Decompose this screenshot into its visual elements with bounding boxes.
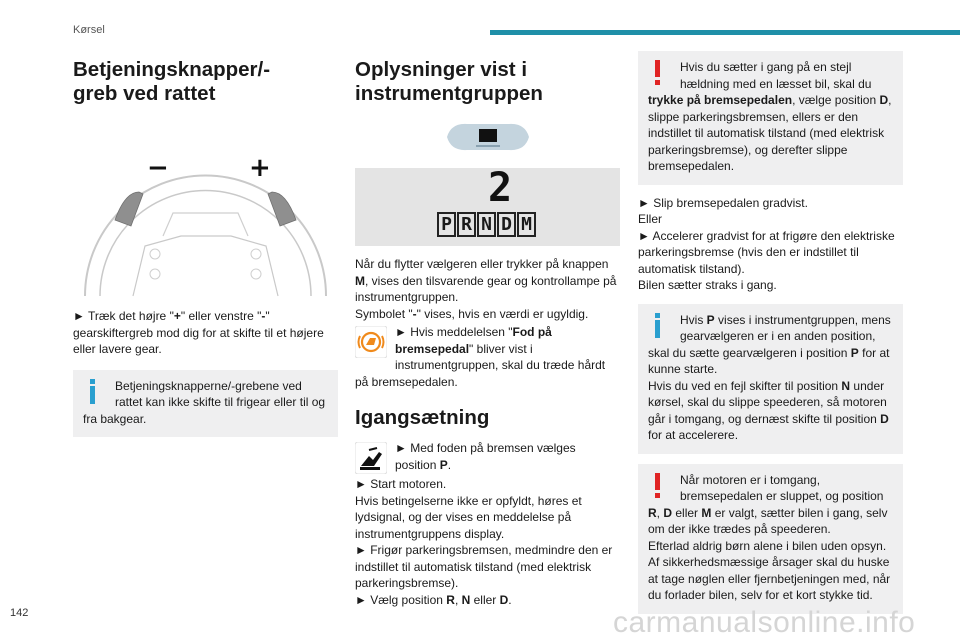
conditions-info: Hvis betingelserne ikke er opfyldt, høres et lydsignal, og der vises en meddelelse på instrumentgruppens display.: [355, 493, 582, 541]
release-parking-brake-step: ► Frigør parkeringsbremsen, medmindre den er indstillet til automatisk tilstand (med elektrisk parkeringsbremse).: [355, 543, 613, 590]
info-icon: [648, 312, 670, 340]
gear-m: M: [517, 212, 536, 237]
start-step-p: ► Med foden på bremsen vælges position P.: [355, 440, 620, 473]
watermark: carmanualsonline.info: [613, 606, 916, 639]
prndm-row: [437, 212, 536, 237]
steep-slope-warning: Hvis du sætter i gang på en stejl hældning med en læsset bil, skal du trykke på bremsepedalen, vælge position D, slippe parkeringsbremsen, ellers er den indstillet til automatisk tilstand (med elektrisk parkeringsbremse), og derefter slippe bremsepedalen.: [648, 60, 892, 173]
select-position-step: ► Vælg position R, N eller D.: [355, 592, 512, 607]
brake-message-info: ► Hvis meddelelsen "Fod på bremsepedal" bliver vist i instrumentgruppen, skal du træde hårdt på bremsepedalen.: [355, 325, 606, 389]
column-2: [355, 58, 620, 608]
key-warning: Af sikkerhedsmæssige årsager skal du huske at tage nøglen eller fjernbetjeningen med, når du forlader bilen, selv for et kort stykke tid.: [648, 555, 891, 602]
gear-digit: 2: [487, 165, 513, 211]
children-warning: Efterlad aldrig børn alene i bilen uden opsyn.: [648, 538, 887, 553]
paddle-plus-label: +: [249, 153, 271, 183]
start-engine-step: ► Start motoren.: [355, 477, 447, 491]
heading-instrument-info: Oplysninger vist i instrumentgruppen: [355, 58, 543, 105]
car-moves-info: Bilen sætter straks i gang.: [638, 278, 777, 292]
or-label: Eller: [638, 212, 663, 226]
warning-box-idle: [638, 464, 903, 614]
gear-display: [355, 165, 620, 246]
column-1: [73, 58, 338, 437]
foot-on-brake-icon: [355, 442, 387, 474]
gear-r: R: [457, 212, 476, 237]
instrument-cluster-illustration: [355, 120, 620, 154]
info-box-neutral-reverse: [73, 370, 338, 437]
release-brake-step: ► Slip bremsepedalen gradvist.: [638, 195, 808, 210]
page-number: 142: [10, 607, 29, 619]
paddle-minus-label: −: [147, 153, 169, 183]
column-3: [638, 51, 903, 614]
header-accent-bar: [490, 30, 960, 35]
heading-starting: Igangsætning: [355, 406, 490, 429]
info-text: Betjeningsknapperne/-grebene ved rattet kan ikke skifte til frigear eller til og fra bakgear.: [83, 378, 326, 426]
steering-wheel-illustration: [73, 128, 338, 298]
heading-steering-controls: Betjeningsknapper/-greb ved rattet: [73, 58, 271, 105]
gear-n: N: [477, 212, 496, 237]
warning-icon: [648, 59, 670, 87]
gear-p: P: [437, 212, 456, 237]
warning-box-steep-slope: [638, 51, 903, 185]
accelerate-step: ► Accelerer gradvist for at frigøre den elektriske parkeringsbremse (hvis den er indstillet til automatisk tilstand).: [638, 228, 895, 276]
warning-icon: [648, 472, 670, 500]
release-steps: [638, 195, 903, 294]
paddle-instruction: ► Træk det højre "+" eller venstre "-" gearskiftergreb mod dig for at skifte til et højere eller lavere gear.: [73, 309, 324, 356]
brake-warning-icon: [355, 326, 387, 358]
position-n-info: Hvis du ved en fejl skifter til position N under kørsel, skal du slippe speederen, så motoren går i tomgang, og dernæst skifte til position D for at accelerere.: [648, 378, 889, 442]
info-box-position-p: [638, 304, 903, 454]
invalid-symbol-info: Symbolet "-" vises, hvis en værdi er ugyldig.: [355, 306, 589, 321]
idle-warning: Når motoren er i tomgang, bremsepedalen er sluppet, og position R, D eller M er valgt, sætter bilen i gang, selv om der ikke trædes på speederen.: [648, 472, 888, 536]
gear-d: D: [497, 212, 516, 237]
steering-wheel-icon: [73, 128, 338, 298]
instrument-cluster-icon: [443, 120, 533, 154]
selector-info: Når du flytter vælgeren eller trykker på knappen M, vises den tilsvarende gear og kontrollampe på instrumentgruppen.: [355, 257, 617, 304]
info-icon: [83, 378, 105, 406]
position-p-info: Hvis P vises i instrumentgruppen, mens gearvælgeren er i en anden position, skal du sætte gearvælgeren i position P for at kunne starte.: [648, 312, 891, 376]
section-header: Kørsel: [73, 24, 105, 36]
